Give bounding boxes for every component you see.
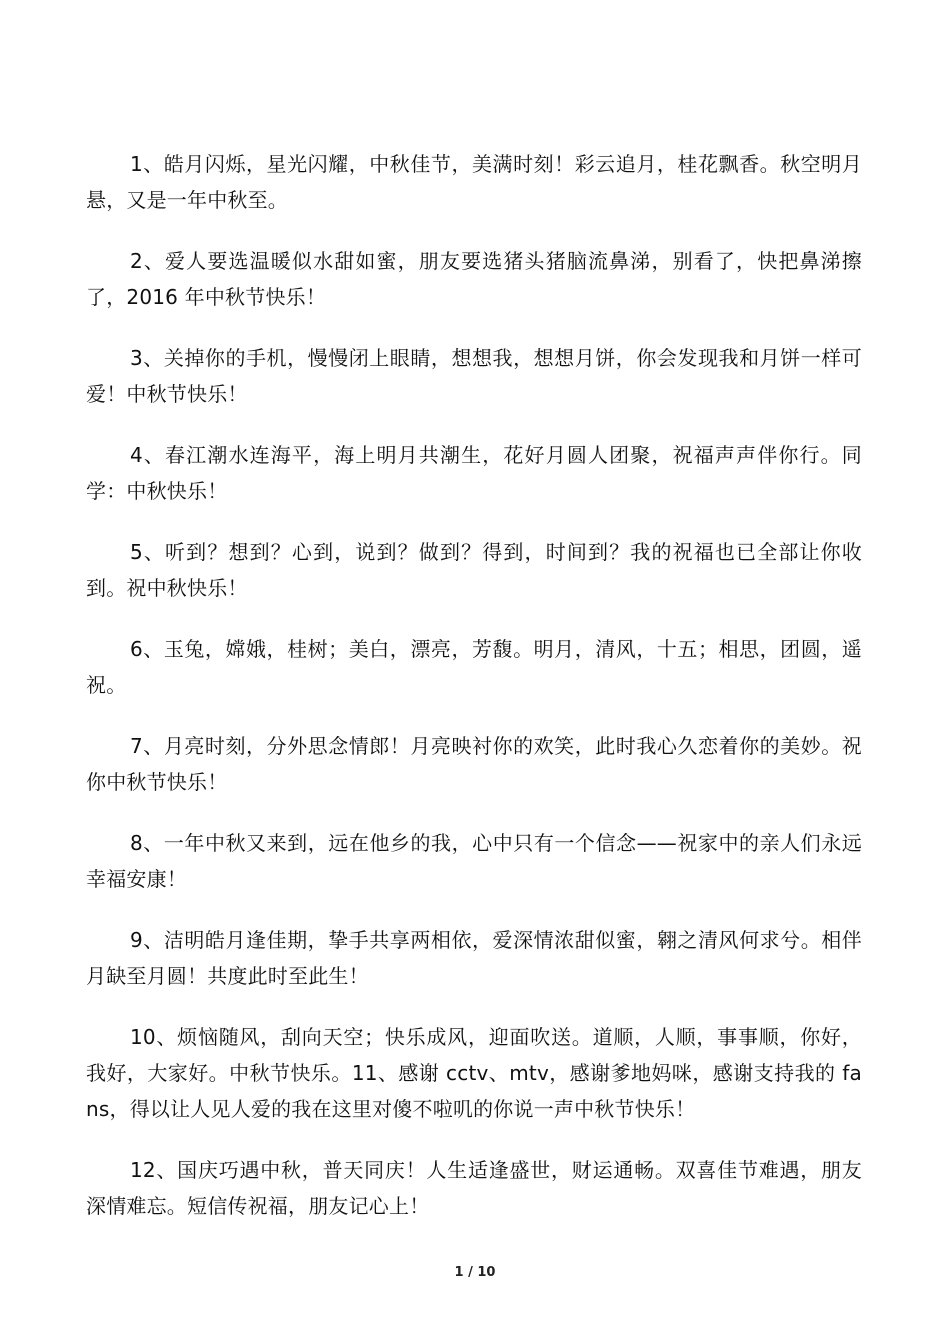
paragraph-5: 5、听到？想到？心到，说到？做到？得到，时间到？我的祝福也已全部让你收到。祝中秋快乐！ [86, 540, 862, 600]
paragraph-4: 4、春江潮水连海平，海上明月共潮生，花好月圆人团聚，祝福声声伴你行。同学：中秋快乐！ [86, 443, 862, 503]
paragraph-10: 10、烦恼随风，刮向天空；快乐成风，迎面吹送。道顺，人顺，事事顺，你好，我好，大家好。中秋节快乐。11、感谢 cctv、mtv，感谢爹地妈咪，感谢支持我的 fans，得以让人见人爱的我在这里对傻不啦叽的你说一声中秋节快乐！ [86, 1025, 862, 1121]
paragraph-3: 3、关掉你的手机，慢慢闭上眼睛，想想我，想想月饼，你会发现我和月饼一样可爱！中秋节快乐！ [86, 346, 862, 406]
paragraph-9: 9、洁明皓月逢佳期，挚手共享两相依，爱深情浓甜似蜜，翱之清风何求兮。相伴月缺至月圆！共度此时至此生！ [86, 928, 862, 988]
paragraph-7: 7、月亮时刻，分外思念情郎！月亮映衬你的欢笑，此时我心久恋着你的美妙。祝你中秋节快乐！ [86, 734, 862, 794]
document-body [86, 146, 862, 1249]
paragraph-6: 6、玉兔，嫦娥，桂树；美白，漂亮，芳馥。明月，清风，十五；相思，团圆，遥祝。 [86, 637, 862, 697]
page-indicator: 1 / 10 [454, 1265, 496, 1280]
paragraph-2: 2、爱人要选温暖似水甜如蜜，朋友要选猪头猪脑流鼻涕，别看了，快把鼻涕擦了，2016 年中秋节快乐！ [86, 249, 862, 309]
paragraph-8: 8、一年中秋又来到，远在他乡的我，心中只有一个信念——祝家中的亲人们永远幸福安康！ [86, 831, 862, 891]
paragraph-12: 12、国庆巧遇中秋，普天同庆！人生适逢盛世，财运通畅。双喜佳节难遇，朋友深情难忘。短信传祝福，朋友记心上！ [86, 1158, 862, 1218]
paragraph-1: 1、皓月闪烁，星光闪耀，中秋佳节，美满时刻！彩云追月，桂花飘香。秋空明月悬，又是一年中秋至。 [86, 152, 862, 212]
